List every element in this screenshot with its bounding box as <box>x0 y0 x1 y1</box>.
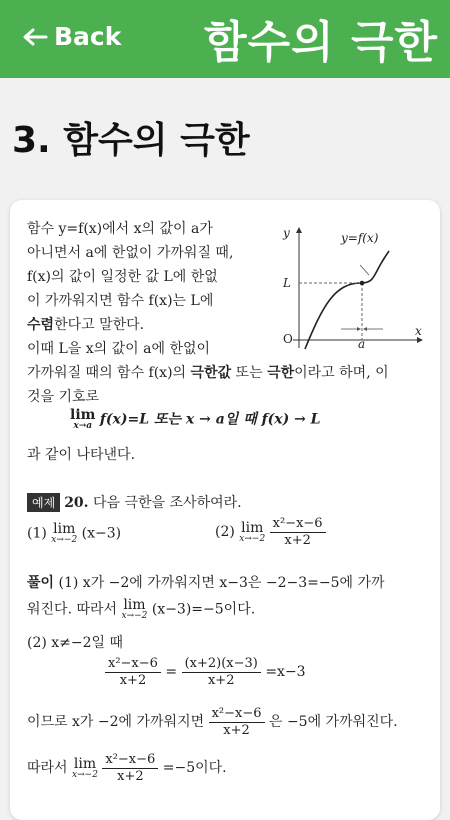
intro-line-4: 이 가까워지면 함수 f(x)는 L에 <box>27 293 214 309</box>
solution-4-lim-sub: x→−2 <box>72 769 98 780</box>
problem-1-label: (1) <box>27 525 47 542</box>
back-label: Back <box>54 22 122 51</box>
arrow-left-icon <box>22 27 48 47</box>
problem-2-lim-sub: x→−2 <box>239 533 266 544</box>
solution-1-lim-sub: x→−2 <box>121 611 148 621</box>
intro-line-5 <box>27 314 144 334</box>
solution-3-numerator: x²−x−6 <box>209 706 265 723</box>
problem-1-lim: lim <box>53 521 76 537</box>
solution-4-line <box>27 752 227 784</box>
intro-line-5-rest: 한다고 말한다. <box>54 317 145 333</box>
solution-2-equals: = <box>165 664 178 681</box>
solution-1-text: (1) x가 −2에 가까워지면 x−3은 −2−3=−5에 가까 <box>58 575 385 591</box>
formula-main: f(x)=L 또는 x → a일 때 f(x) → L <box>99 411 321 428</box>
problem-1 <box>27 522 121 545</box>
problem-2-label: (2) <box>215 524 235 541</box>
section-title: 3. 함수의 극한 <box>12 120 250 161</box>
term-converge: 수렴 <box>27 317 55 333</box>
graph-a-label: a <box>358 337 366 350</box>
line7-part-c: 또는 <box>231 365 268 381</box>
content-card <box>10 200 440 820</box>
intro-line-2: 아니면서 a에 한없이 가까워질 때, <box>27 245 234 261</box>
back-button[interactable] <box>22 22 121 51</box>
term-limit-value: 극한값 <box>190 365 232 381</box>
solution-3-denominator: x+2 <box>223 722 250 738</box>
graph-origin-label: O <box>283 332 293 346</box>
problem-1-lim-sub: x→−2 <box>51 535 78 545</box>
intro-line-7 <box>27 362 389 382</box>
intro-line-3: f(x)의 값이 일정한 값 L에 한없 <box>27 269 218 285</box>
solution-2-den-1: x+2 <box>119 672 147 688</box>
after-formula-line: 과 같이 나타낸다. <box>27 447 136 463</box>
app-title: 함수의 극한 <box>204 17 438 68</box>
solution-3-part-a: 이므로 x가 −2에 가까워지면 <box>27 714 205 731</box>
solution-line-2 <box>27 598 255 621</box>
solution-2-num-1: x²−x−6 <box>105 656 161 673</box>
problem-2-lim: lim <box>241 519 264 536</box>
intro-line-6: 이때 L을 x의 값이 a에 한없이 <box>27 341 211 357</box>
example-text: 다음 극한을 조사하여라. <box>93 495 242 511</box>
example-badge: 예제 <box>27 493 60 512</box>
formula-lim: lim <box>70 407 96 423</box>
problem-2-denominator: x+2 <box>284 532 311 548</box>
graph-y-label: y <box>283 226 290 240</box>
solution-1-lim: lim <box>123 597 146 613</box>
problem-1-expr: (x−3) <box>81 525 122 542</box>
graph-x-label: x <box>415 324 422 338</box>
solution-label: 풀이 <box>27 575 55 591</box>
solution-4-part-b: =−5이다. <box>162 760 227 777</box>
limit-definition-formula <box>70 408 321 431</box>
solution-4-part-a: 따라서 <box>27 760 68 777</box>
solution-2-end: =x−3 <box>265 664 306 681</box>
solution-1-end: (x−3)=−5이다. <box>151 601 256 618</box>
solution-1-text-2: 워진다. 따라서 <box>27 601 118 618</box>
graph-curve-label: y=f(x) <box>341 231 379 245</box>
example-heading <box>27 492 242 512</box>
intro-line-1: 함수 y=f(x)에서 x의 값이 a가 <box>27 221 213 237</box>
problem-2 <box>215 516 326 548</box>
limit-graph <box>265 225 430 350</box>
line7-part-a: 가까워질 때의 함수 f(x)의 <box>27 365 191 381</box>
problem-2-numerator: x²−x−6 <box>270 516 326 533</box>
graph-L-label: L <box>283 276 291 290</box>
solution-4-denominator: x+2 <box>117 768 144 784</box>
solution-3-line <box>27 706 398 738</box>
solution-line-1 <box>27 572 385 592</box>
app-bar <box>0 0 450 78</box>
line7-part-d: 이라고 하며, 이 <box>294 365 389 381</box>
intro-line-8: 것을 기호로 <box>27 389 100 405</box>
solution-2-head: (2) x≠−2일 때 <box>27 635 124 651</box>
solution-2-den-2: x+2 <box>207 672 235 688</box>
term-limit: 극한 <box>267 365 295 381</box>
solution-3-part-b: 은 −5에 가까워진다. <box>268 714 398 731</box>
solution-4-lim: lim <box>73 755 97 772</box>
solution-4-numerator: x²−x−6 <box>102 752 158 769</box>
example-number: 20. <box>64 495 89 511</box>
solution-2-num-2: (x+2)(x−3) <box>182 656 261 673</box>
formula-lim-sub: x→a <box>73 421 93 431</box>
solution-2-equation <box>105 656 306 688</box>
